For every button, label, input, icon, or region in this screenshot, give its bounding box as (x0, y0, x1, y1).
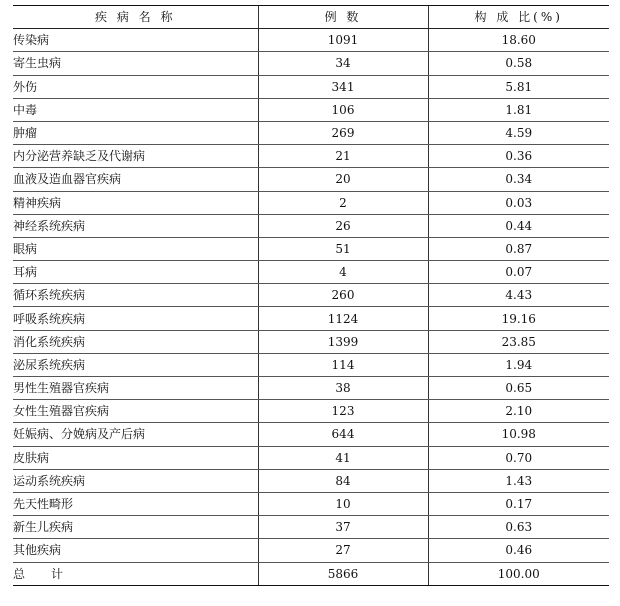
case-count-cell: 34 (258, 52, 428, 75)
disease-name-cell: 男性生殖器官疾病 (13, 377, 258, 400)
table-row (13, 446, 609, 469)
table-header (13, 6, 609, 29)
case-count-cell: 10 (258, 492, 428, 515)
disease-name-cell: 循环系统疾病 (13, 284, 258, 307)
table-body (13, 29, 609, 586)
case-count-cell: 1124 (258, 307, 428, 330)
case-count-cell: 41 (258, 446, 428, 469)
table-row (13, 377, 609, 400)
ratio-cell: 2.10 (428, 400, 609, 423)
table-row (13, 121, 609, 144)
disease-name-cell: 寄生虫病 (13, 52, 258, 75)
ratio-cell: 0.44 (428, 214, 609, 237)
disease-name-cell: 精神疾病 (13, 191, 258, 214)
table-row (13, 98, 609, 121)
table-row (13, 330, 609, 353)
case-count-cell: 21 (258, 145, 428, 168)
table-row (13, 214, 609, 237)
ratio-cell: 0.65 (428, 377, 609, 400)
ratio-cell: 1.81 (428, 98, 609, 121)
disease-name-cell: 肿瘤 (13, 121, 258, 144)
header-case-count: 例 数 (258, 6, 428, 29)
ratio-cell: 19.16 (428, 307, 609, 330)
header-composition-ratio: 构 成 比(%) (428, 6, 609, 29)
ratio-cell: 0.58 (428, 52, 609, 75)
case-count-cell: 106 (258, 98, 428, 121)
case-count-cell: 114 (258, 353, 428, 376)
table-row (13, 307, 609, 330)
ratio-cell: 0.03 (428, 191, 609, 214)
case-count-cell: 341 (258, 75, 428, 98)
ratio-cell: 1.43 (428, 469, 609, 492)
ratio-cell: 4.59 (428, 121, 609, 144)
ratio-cell: 0.07 (428, 261, 609, 284)
table-row (13, 168, 609, 191)
disease-name-cell: 女性生殖器官疾病 (13, 400, 258, 423)
case-count-cell: 84 (258, 469, 428, 492)
case-count-cell: 4 (258, 261, 428, 284)
disease-name-cell: 皮肤病 (13, 446, 258, 469)
table-row (13, 469, 609, 492)
table-row (13, 52, 609, 75)
case-count-cell: 260 (258, 284, 428, 307)
disease-name-cell: 运动系统疾病 (13, 469, 258, 492)
case-count-cell: 2 (258, 191, 428, 214)
ratio-cell: 0.70 (428, 446, 609, 469)
case-count-cell: 51 (258, 237, 428, 260)
total-row (13, 562, 609, 585)
table-row (13, 284, 609, 307)
ratio-cell: 18.60 (428, 29, 609, 52)
case-count-cell: 38 (258, 377, 428, 400)
table-row (13, 261, 609, 284)
table-row (13, 516, 609, 539)
table-row (13, 145, 609, 168)
disease-name-cell: 妊娠病、分娩病及产后病 (13, 423, 258, 446)
table-row (13, 539, 609, 562)
table-row (13, 191, 609, 214)
table-row (13, 492, 609, 515)
case-count-cell: 20 (258, 168, 428, 191)
case-count-cell: 27 (258, 539, 428, 562)
case-count-cell: 37 (258, 516, 428, 539)
disease-name-cell: 中毒 (13, 98, 258, 121)
disease-name-cell: 先天性畸形 (13, 492, 258, 515)
case-count-cell: 644 (258, 423, 428, 446)
case-count-cell: 26 (258, 214, 428, 237)
ratio-cell: 0.87 (428, 237, 609, 260)
total-label: 总计 (13, 562, 258, 585)
total-count: 5866 (258, 562, 428, 585)
case-count-cell: 123 (258, 400, 428, 423)
table-row (13, 75, 609, 98)
disease-name-cell: 眼病 (13, 237, 258, 260)
ratio-cell: 10.98 (428, 423, 609, 446)
disease-statistics-table (13, 5, 609, 586)
table-row (13, 29, 609, 52)
case-count-cell: 1399 (258, 330, 428, 353)
disease-name-cell: 新生儿疾病 (13, 516, 258, 539)
table-row (13, 353, 609, 376)
case-count-cell: 1091 (258, 29, 428, 52)
disease-name-cell: 血液及造血器官疾病 (13, 168, 258, 191)
disease-name-cell: 耳病 (13, 261, 258, 284)
disease-name-cell: 呼吸系统疾病 (13, 307, 258, 330)
disease-name-cell: 泌尿系统疾病 (13, 353, 258, 376)
ratio-cell: 0.34 (428, 168, 609, 191)
header-disease-name: 疾 病 名 称 (13, 6, 258, 29)
table-row (13, 423, 609, 446)
disease-name-cell: 外伤 (13, 75, 258, 98)
disease-name-cell: 内分泌营养缺乏及代谢病 (13, 145, 258, 168)
table-row (13, 400, 609, 423)
ratio-cell: 4.43 (428, 284, 609, 307)
header-row (13, 6, 609, 29)
ratio-cell: 5.81 (428, 75, 609, 98)
ratio-cell: 0.36 (428, 145, 609, 168)
disease-name-cell: 消化系统疾病 (13, 330, 258, 353)
ratio-cell: 0.46 (428, 539, 609, 562)
ratio-cell: 0.17 (428, 492, 609, 515)
disease-name-cell: 传染病 (13, 29, 258, 52)
disease-name-cell: 神经系统疾病 (13, 214, 258, 237)
case-count-cell: 269 (258, 121, 428, 144)
total-ratio: 100.00 (428, 562, 609, 585)
ratio-cell: 1.94 (428, 353, 609, 376)
ratio-cell: 0.63 (428, 516, 609, 539)
ratio-cell: 23.85 (428, 330, 609, 353)
disease-name-cell: 其他疾病 (13, 539, 258, 562)
table-row (13, 237, 609, 260)
